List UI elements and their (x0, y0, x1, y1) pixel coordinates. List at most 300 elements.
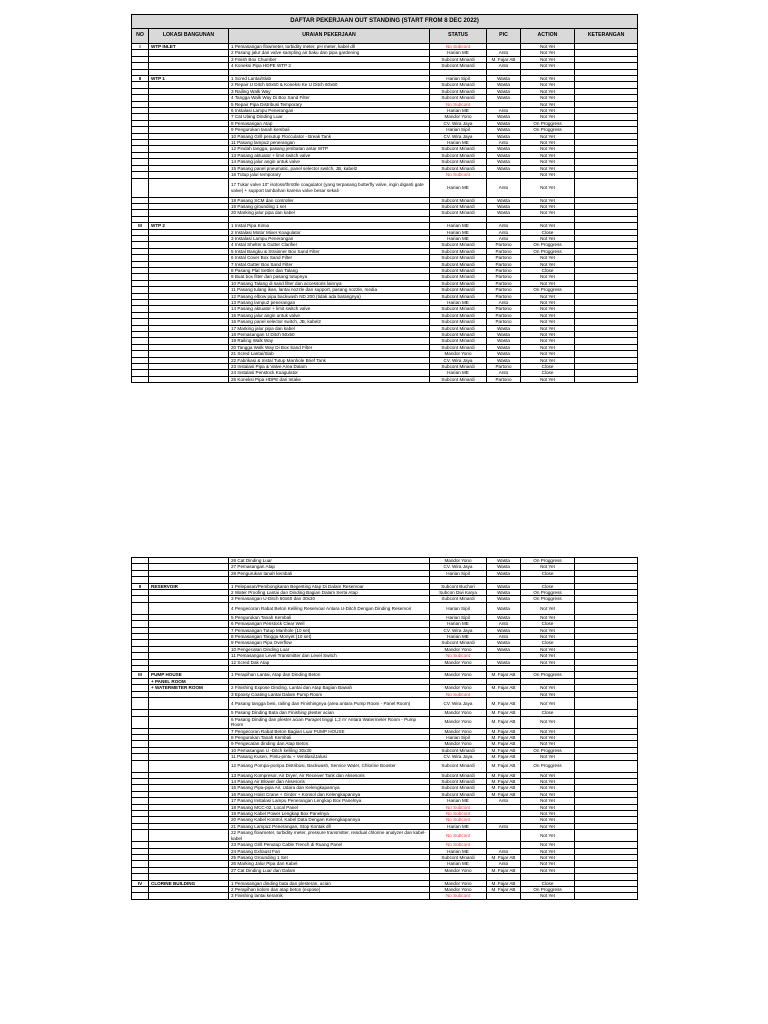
row-task-text: Pasang Talang di sand filter dan accessoris lainnya (237, 280, 342, 286)
row-item-number: 12 (231, 763, 237, 769)
row-pic: Partono (487, 280, 521, 286)
row-status: Mandor Yono (430, 685, 487, 691)
row-item-number: 19 (231, 203, 237, 209)
row-action: Close (521, 570, 575, 576)
row-status: Subcont Minardi (430, 287, 487, 293)
row-item-number: 10 (231, 280, 237, 286)
row-pic: Anto (487, 621, 521, 627)
row-status: Subcont Minardi (430, 332, 487, 338)
row-action: Not Yet (521, 165, 575, 171)
row-task-text: Repair U Ditch 50x50 & Koneksi Ke U Ditch 60x60 (234, 82, 338, 88)
row-pic (487, 893, 521, 899)
row-task-text: Pemasangan Atap (237, 564, 275, 570)
row-action: Not Yet (521, 293, 575, 299)
row-item-number: 26 (231, 558, 237, 563)
row-action: Close (521, 640, 575, 646)
row-item-number: 11 (231, 287, 236, 293)
row-item-number: 14 (231, 159, 237, 165)
row-task-text: Perapihan kolom dan atap beton (expose) (234, 887, 321, 893)
row-item-number: 21 (231, 351, 237, 357)
row-pic: Wasta (487, 357, 521, 363)
row-task-text: Instalasi Penstock Koagulator (237, 370, 298, 376)
table-row (132, 376, 638, 382)
row-pic: Anto (487, 798, 521, 804)
row-remarks (575, 178, 638, 197)
row-task-text: Scred Lantai/Slab (237, 351, 274, 357)
row-item-number: 13 (231, 772, 237, 778)
row-item-number: 3 (231, 235, 234, 241)
row-task-text: Epoxsy Coating Lantai Dalam Pump Room (234, 691, 323, 697)
row-action: Not Yet (521, 634, 575, 640)
row-action: On Proggress (521, 287, 575, 293)
row-pic: Wasta (487, 590, 521, 596)
table-row (132, 893, 638, 899)
table-body-page-1 (132, 44, 638, 383)
row-status: Subcont Minardi (430, 312, 487, 318)
row-action: Not Yet (521, 817, 575, 823)
row-item-number: 7 (231, 261, 234, 267)
row-pic: Wasta (487, 646, 521, 652)
row-pic: M. Fajar AB (487, 672, 521, 678)
row-pic: Wasta (487, 127, 521, 133)
row-pic: Wasta (487, 558, 521, 564)
row-item-number: 18 (231, 197, 237, 203)
row-task-text: Pengecoran Rabat Beton Keliling Reservoar Antara U-Ditch Dengan Dinding Reservoir (234, 605, 412, 611)
row-pic: Anto (487, 108, 521, 114)
row-status: CV. Wira Jaya (430, 133, 487, 139)
table-title-row (132, 15, 638, 29)
row-pic: Partono (487, 248, 521, 254)
row-task-text: Instal Gutter Box Sand Filter (234, 261, 293, 267)
row-pic: Partono (487, 242, 521, 248)
row-task-text: Pemasangan U Ditch 50x50 (237, 332, 295, 338)
row-pic: Anto (487, 63, 521, 69)
row-status: Harian ME (430, 861, 487, 867)
row-item-number: 7 (231, 114, 234, 120)
row-action: Not Yet (521, 197, 575, 203)
row-task-text: Pasang Grill Penutup Cable Trench di Ruang Panel (237, 842, 343, 848)
row-item-number: 18 (231, 332, 237, 338)
row-status: Mandor Yono (430, 867, 487, 873)
row-task-text: Pemasangan U -Ditch keliling 30x30 (237, 747, 312, 753)
row-action: Not Yet (521, 261, 575, 267)
row-task-text: Pasang Grill penutup Flocculator - Break Tank (237, 133, 332, 139)
row-status: Harian ME (430, 108, 487, 114)
row-location (149, 602, 229, 614)
row-pic: Anto (487, 223, 521, 229)
row-status: Mandor Yono (430, 351, 487, 357)
row-task-text: Railing Walk Way (234, 88, 271, 94)
row-status: CV. Wira Jaya (430, 357, 487, 363)
row-section-number (132, 716, 149, 728)
row-task-text: Pasang Pipa-pipa Air, Udara dan Kelengkapannya (237, 785, 340, 791)
row-action: Not Yet (521, 159, 575, 165)
row-action: Not Yet (521, 376, 575, 382)
row-task-text: Pasang tangga besi, railing dan Finishingnya (area antara Pump Room - Panel Room) (234, 700, 411, 706)
row-action: Not Yet (521, 659, 575, 665)
row-pic: M. Fajar AB (487, 698, 521, 710)
row-item-number: 11 (231, 140, 236, 146)
row-item-number: 1 (231, 583, 234, 589)
row-pic: Anto (487, 300, 521, 306)
row-task-text: Pasang Kabel Power Lengkap Box Panelnya (237, 810, 329, 816)
row-status: Subcont Minardi (430, 280, 487, 286)
row-pic: Anto (487, 634, 521, 640)
row-item-number: 2 (231, 887, 234, 893)
row-item-number: 2 (231, 50, 234, 56)
row-action: Close (521, 370, 575, 376)
row-item-number: 2 (231, 82, 234, 88)
row-action: Not Yet (521, 754, 575, 760)
row-action: Not Yet (521, 63, 575, 69)
row-action: Close (521, 229, 575, 235)
row-item-number: 8 (231, 120, 234, 126)
header-location: LOKASI BANGUNAN (149, 29, 229, 44)
row-item-number: 5 (231, 101, 234, 107)
row-location: WTP 2 (149, 223, 229, 229)
row-status: CV. Wira Jaya (430, 120, 487, 126)
row-action: On Proggress (521, 760, 575, 772)
row-pic: Anto (487, 178, 521, 197)
row-action: Not Yet (521, 602, 575, 614)
row-task-text: Pemasangan dinding bata dan plesteran, acian (234, 880, 331, 886)
row-action: Not Yet (521, 325, 575, 331)
row-action: Not Yet (521, 178, 575, 197)
row-section-number: I (132, 44, 149, 50)
row-status: No Subcont (430, 842, 487, 848)
row-task-text: Pasang Lampu2 Penerangan, Stop Kontak dll (237, 823, 331, 829)
row-pic: Wasta (487, 82, 521, 88)
row-pic: Wasta (487, 602, 521, 614)
row-action: Not Yet (521, 140, 575, 146)
row-pic: Anto (487, 370, 521, 376)
row-description (229, 698, 430, 710)
row-item-number: 2 (231, 685, 234, 691)
row-task-text: Pasang jalur dan valve sampling air baku dan pipa gardening (234, 50, 360, 56)
row-task-text: Koneksi Pipa HDPE dari Intake (237, 376, 301, 382)
row-task-text: Pasang Exhaust Fan (237, 848, 281, 854)
row-section-number: II (132, 583, 149, 589)
row-status: Mandor Yono (430, 880, 487, 886)
row-location (149, 716, 229, 728)
row-pic: M. Fajar AB (487, 734, 521, 740)
row-action: Not Yet (521, 848, 575, 854)
row-task-text: Pemasangan Level Transmitter dan Level Switch (237, 653, 337, 659)
row-item-number: 7 (231, 728, 234, 734)
row-item-number: 6 (231, 255, 234, 261)
row-status: Subcont Minardi (430, 203, 487, 209)
row-task-text: Pasang panel selector switch, JB, kabel2 (237, 319, 321, 325)
row-action: On Proggress (521, 887, 575, 893)
row-action: Not Yet (521, 614, 575, 620)
row-status: No Subcont (430, 691, 487, 697)
row-item-number: 4 (231, 700, 234, 706)
row-action: Not Yet (521, 95, 575, 101)
row-task-text: Pasang Air Blower dan Aksesoris (237, 778, 305, 784)
row-status: Harian ME (430, 621, 487, 627)
row-task-text: Pasang elbow pipa backwash ND 200 (tidak ada barangnya) (237, 293, 361, 299)
row-item-number: 10 (231, 646, 237, 652)
row-status: No Subcont (430, 893, 487, 899)
row-item-number: 19 (231, 338, 237, 344)
row-task-text: Pasang Hoist Crane + Girder + Konsol dan Kelengkapannya (237, 791, 361, 797)
table-body-page-2 (132, 558, 638, 900)
row-task-text: Pemasangan Tutup Manhole (10 set) (234, 627, 311, 633)
row-pic: Wasta (487, 640, 521, 646)
row-action: Not Yet (521, 810, 575, 816)
row-item-number: 1 (231, 672, 234, 678)
row-action: Not Yet (521, 698, 575, 710)
row-item-number: 15 (231, 785, 237, 791)
table-row (132, 716, 638, 728)
row-task-text: Pengurukan tanah kembali (237, 570, 293, 576)
row-section-number: III (132, 672, 149, 678)
row-status: Harian Sipil (430, 76, 487, 82)
row-task-text: Instal Shelter & Gutter Clarifier (234, 242, 298, 248)
row-task-text: Pasang Kompresor, Air Dryer, Air Receiver Tank dan Aksesoris (237, 772, 365, 778)
row-status: No Subcont (430, 810, 487, 816)
row-location (149, 893, 229, 899)
row-action: Not Yet (521, 306, 575, 312)
row-task-text: Pasang flowmeter, turbidity meter, pressure transmitter, residual chlorine analyzer dan kabel-kabel (231, 830, 426, 841)
row-item-number: 5 (231, 710, 234, 716)
row-action: Not Yet (521, 791, 575, 797)
row-status: Subcont Minardi (430, 56, 487, 62)
row-task-text: Scred Lantai/Slab (234, 76, 272, 82)
row-pic: Wasta (487, 133, 521, 139)
row-remarks (575, 602, 638, 614)
row-status: Harian ME (430, 223, 487, 229)
row-item-number: 7 (231, 627, 234, 633)
row-pic: Wasta (487, 338, 521, 344)
row-item-number: 9 (231, 127, 234, 133)
row-item-number: 22 (231, 830, 237, 836)
row-action: Not Yet (521, 741, 575, 747)
row-action: Close (521, 621, 575, 627)
row-pic: Wasta (487, 88, 521, 94)
row-pic: M. Fajar AB (487, 855, 521, 861)
row-task-text: Buat box filter dan pasang tutupnya (234, 274, 308, 280)
row-status: Subcont Minardi (430, 159, 487, 165)
row-action: Not Yet (521, 728, 575, 734)
row-item-number: 25 (231, 376, 237, 382)
row-section-number: II (132, 76, 149, 82)
row-action: Not Yet (521, 88, 575, 94)
row-item-number: 12 (231, 146, 237, 152)
row-action: On Proggress (521, 558, 575, 564)
row-task-text: Pemasangan Tangga Monyet (10 set) (234, 634, 312, 640)
row-pic: Wasta (487, 351, 521, 357)
row-task-text: Pasang MCC-02, Local Panel (237, 804, 298, 810)
row-status: No Subcont (430, 44, 487, 50)
row-status: Subcont Minardi (430, 364, 487, 370)
row-status: Subcont Minardi (430, 82, 487, 88)
row-pic: M. Fajar AB (487, 887, 521, 893)
row-status: Subcont Buchori (430, 583, 487, 589)
row-pic: M. Fajar AB (487, 754, 521, 760)
row-task-text: Pasang Kusen, Pintu-pintu + Ventilasi/Jalusi (237, 754, 327, 760)
row-action: Not Yet (521, 893, 575, 899)
row-pic: M. Fajar AB (487, 772, 521, 778)
row-action: Not Yet (521, 133, 575, 139)
row-item-number: 14 (231, 778, 237, 784)
table-header-row (132, 29, 638, 44)
row-status: Subcon Dwi Karya (430, 590, 487, 596)
row-status: No Subcont (430, 653, 487, 659)
row-status: CV. Wira Jaya (430, 627, 487, 633)
row-pic: M. Fajar AB (487, 785, 521, 791)
row-status: Subcont Minardi (430, 210, 487, 216)
row-pic: Wasta (487, 596, 521, 602)
row-section-number (132, 602, 149, 614)
row-task-text: Pengurukan Tanah Kembali (234, 614, 292, 620)
row-item-number: 11 (231, 754, 236, 760)
row-remarks (575, 760, 638, 772)
row-task-text: Instal Pipa Kimia (234, 223, 270, 229)
row-task-text: Pasang Grounding 1 Set (237, 855, 288, 860)
row-item-number: 4 (231, 63, 234, 69)
row-task-text: Pasang jalur angin untuk valve (237, 159, 300, 165)
row-item-number: 14 (231, 306, 237, 312)
row-item-number: 13 (231, 152, 237, 158)
row-task-text: Pengecoran Rabat Beton Bagian Luar PUMP HOUSE (234, 728, 345, 734)
row-task-text: Perapihan Lantai, Atap dan Dinding Beton (234, 672, 321, 678)
row-action: Not Yet (521, 203, 575, 209)
row-task-text: Instal Bangku & Strainner Box Sand Filter (234, 248, 320, 254)
row-description (229, 602, 430, 614)
row-action: Not Yet (521, 56, 575, 62)
row-action: Not Yet (521, 223, 575, 229)
row-status: Harian Sipil (430, 602, 487, 614)
row-task-text: Pasang jalur angin untuk valve (237, 312, 300, 318)
row-task-text: Pengecatan dinding dan Atap Beton. (234, 741, 310, 747)
row-remarks (575, 830, 638, 842)
row-task-text: Pasang aktuator + limit switch valve (237, 152, 311, 158)
row-status: Mandor Yono (430, 672, 487, 678)
row-pic: Partono (487, 364, 521, 370)
row-action: On Proggress (521, 242, 575, 248)
row-item-number: 3 (231, 596, 234, 602)
row-status: Mandor Yono (430, 741, 487, 747)
row-task-text: Marking Jalur Pipa dan Kabel (237, 861, 298, 867)
row-action: Not Yet (521, 101, 575, 107)
row-task-text: Marking jalur pipa dan kabel (237, 325, 295, 331)
row-action: Not Yet (521, 842, 575, 848)
row-pic: Wasta (487, 344, 521, 350)
row-status: Harian Sipil (430, 127, 487, 133)
row-task-text: Pasang Dinding dan plester acian Parapet tinggi 1,2 m' Antara Watermeter Room - Pump Room (231, 716, 417, 727)
row-status: Harian ME (430, 229, 487, 235)
row-location: WTP 1 (149, 76, 229, 82)
row-description (229, 178, 430, 197)
row-pic: Partono (487, 312, 521, 318)
row-status: Harian ME (430, 235, 487, 241)
row-status: Subcont Minardi (430, 248, 487, 254)
row-item-number: 17 (231, 182, 237, 188)
row-status: Subcont Minardi (430, 261, 487, 267)
row-pic: Anto (487, 140, 521, 146)
row-pic: Wasta (487, 197, 521, 203)
row-remarks (575, 376, 638, 382)
row-action: Not Yet (521, 716, 575, 728)
row-item-number: 17 (231, 325, 237, 331)
table-row (132, 602, 638, 614)
row-action: Not Yet (521, 691, 575, 697)
row-task-text: Pasang grounding 1 set (237, 203, 286, 209)
row-pic (487, 830, 521, 842)
row-action: Not Yet (521, 300, 575, 306)
row-pic: Wasta (487, 659, 521, 665)
row-action: On Proggress (521, 596, 575, 602)
row-action: On Proggress (521, 248, 575, 254)
row-task-text: Pengurukan tanah kembali (234, 127, 290, 133)
row-item-number: 5 (231, 248, 234, 254)
header-remarks: KETERANGAN (575, 29, 638, 44)
row-status: No Subcont (430, 830, 487, 842)
table-row (132, 760, 638, 772)
row-task-text: Fabrikasi & Instal Tutup Manhole Brief Tank (237, 357, 326, 363)
row-task-text: Instalasi Motor Mixer Koagulator (234, 229, 301, 235)
row-pic: Wasta (487, 332, 521, 338)
row-task-text: Pasang Plat Settler dan Talang (234, 267, 298, 273)
row-task-text: Tangga Walk Way Di Box Sand Filter (237, 344, 313, 350)
row-pic: Wasta (487, 614, 521, 620)
row-description (229, 760, 430, 772)
row-pic: Wasta (487, 210, 521, 216)
row-item-number: 12 (231, 293, 237, 299)
row-status: Harian Sipil (430, 570, 487, 576)
row-task-text: Pemasangan flowmeter, turbidity meter, pH meter, kabel dll (234, 44, 355, 49)
row-item-number: 16 (231, 791, 237, 797)
row-pic: Wasta (487, 325, 521, 331)
row-status: Harian ME (430, 300, 487, 306)
row-action: Not Yet (521, 114, 575, 120)
row-item-number: 5 (231, 614, 234, 620)
row-task-text: Pemasangan Atap (234, 120, 273, 126)
row-action: Not Yet (521, 627, 575, 633)
row-action: Not Yet (521, 867, 575, 873)
table-row (132, 830, 638, 842)
row-action: Not Yet (521, 861, 575, 867)
row-task-text: Pasang Pompa-pompa Distribusi, Backwash, Service Water, Chlorine Booster (237, 763, 396, 769)
row-action: Not Yet (521, 82, 575, 88)
row-task-text: Instalasi Pipa & Valve Area Dalam (237, 364, 307, 370)
row-action: On Proggress (521, 672, 575, 678)
row-status: Subcont Minardi (430, 152, 487, 158)
row-remarks (575, 716, 638, 728)
row-pic: Partono (487, 261, 521, 267)
row-status: Mandor Yono (430, 710, 487, 716)
row-item-number: 13 (231, 300, 237, 305)
row-pic: M. Fajar AB (487, 760, 521, 772)
row-item-number: 2 (231, 229, 234, 235)
row-pic: Wasta (487, 152, 521, 158)
row-task-text: Water Proofing Lantai dan Dinding Bagian Dalam Serta Atap (234, 590, 358, 596)
row-action: Not Yet (521, 255, 575, 261)
row-description (229, 376, 430, 382)
row-action: Not Yet (521, 798, 575, 804)
row-status: Harian ME (430, 178, 487, 197)
row-task-text: Pasang aktuator + limit switch valve (237, 306, 311, 312)
row-pic: Wasta (487, 570, 521, 576)
row-status: Subcont Minardi (430, 146, 487, 152)
row-item-number: 10 (231, 747, 237, 753)
row-pic: Wasta (487, 165, 521, 171)
row-action: Not Yet (521, 564, 575, 570)
row-action: Not Yet (521, 830, 575, 842)
row-task-text: Pelepasan/Pembongkaran Begesting Atap Di Dalam Reservoar (234, 583, 364, 589)
row-remarks (575, 893, 638, 899)
